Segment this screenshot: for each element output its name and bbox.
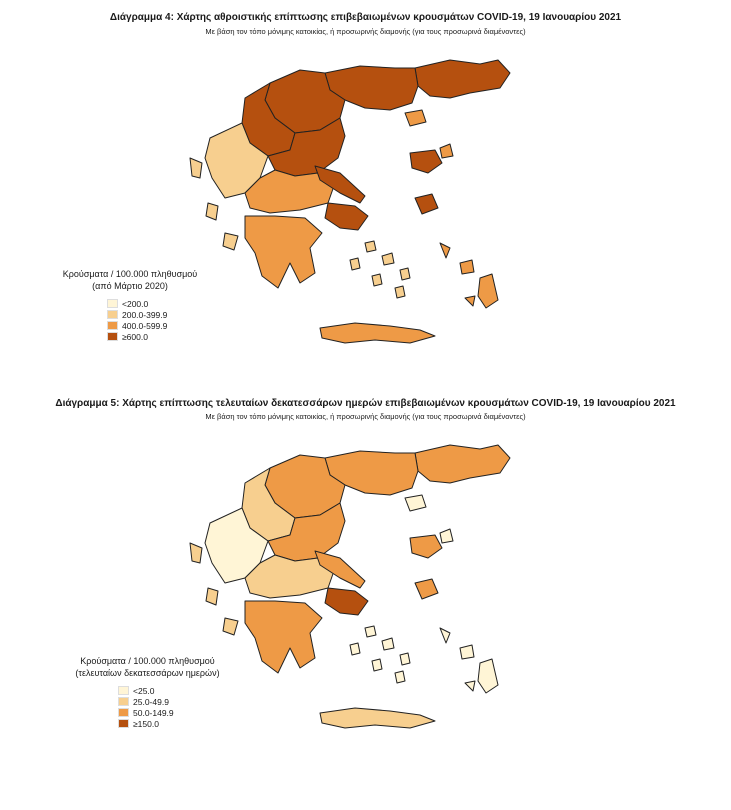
map1-legend-swatch bbox=[107, 332, 118, 341]
map2-legend-title-line1: Κρούσματα / 100.000 πληθυσμού bbox=[80, 656, 215, 666]
map1-legend-title-line1: Κρούσματα / 100.000 πληθυσμού bbox=[62, 269, 198, 279]
region-cyclades bbox=[350, 241, 410, 298]
map1-subtitle: Με βάση τον τόπο μόνιμης κατοικίας, ή προσωρινής διαμονής (για τους προσωρινά διαμένοντες) bbox=[205, 27, 526, 36]
region-dodecanese bbox=[440, 628, 498, 693]
map1-legend-label: <200.0 bbox=[122, 298, 149, 309]
map1-legend-swatch bbox=[107, 310, 118, 319]
map1-legend-swatch bbox=[107, 299, 118, 308]
map2-legend-swatch bbox=[118, 719, 129, 728]
region-lesvos bbox=[410, 150, 442, 214]
map2-legend-label: <25.0 bbox=[133, 685, 155, 696]
map2-legend-label: ≥150.0 bbox=[133, 718, 159, 729]
map1-legend-item bbox=[107, 320, 205, 331]
map2-legend-item bbox=[118, 685, 235, 696]
map2-title: Διάγραμμα 5: Χάρτης επίπτωσης τελευταίων δεκατεσσάρων ημερών επιβεβαιωμένων κρουσμάτων COVID-19, 19 Ιανουαρίου 2021 bbox=[55, 398, 676, 409]
region-thrace bbox=[415, 445, 510, 483]
map2-legend-swatch bbox=[118, 708, 129, 717]
map2-legend-item bbox=[118, 696, 235, 707]
region-crete bbox=[320, 708, 435, 728]
map1-legend-label: ≥600.0 bbox=[122, 331, 148, 342]
map2-legend-swatch bbox=[118, 697, 129, 706]
map1-title: Διάγραμμα 4: Χάρτης αθροιστικής επίπτωσης επιβεβαιωμένων κρουσμάτων COVID-19, 19 Ιανουαρίου 2021 bbox=[109, 12, 622, 23]
map1-legend-label: 200.0-399.9 bbox=[122, 309, 168, 320]
map1-legend-item bbox=[107, 309, 205, 320]
choropleth-map-1 bbox=[150, 38, 530, 358]
map1-legend-label: 400.0-599.9 bbox=[122, 320, 168, 331]
map1-legend-item bbox=[107, 331, 205, 342]
map2-legend-swatch bbox=[118, 686, 129, 695]
map2-subtitle: Με βάση τον τόπο μόνιμης κατοικίας, ή προσωρινής διαμονής (για τους προσωρινά διαμένοντες) bbox=[205, 412, 526, 421]
map1-legend-title-line2: (από Μάρτιο 2020) bbox=[92, 281, 168, 291]
map2-legend-item bbox=[118, 707, 235, 718]
map1-legend bbox=[55, 268, 205, 342]
region-attica bbox=[325, 588, 368, 615]
map2-legend-label: 25.0-49.9 bbox=[133, 696, 169, 707]
map2-legend-item bbox=[118, 718, 235, 729]
region-cyclades bbox=[350, 626, 410, 683]
region-dodecanese bbox=[440, 243, 498, 308]
map2-legend-label: 50.0-149.9 bbox=[133, 707, 174, 718]
map2-legend-title-line2: (τελευταίων δεκατεσσάρων ημερών) bbox=[75, 668, 220, 678]
map2-legend bbox=[60, 655, 235, 729]
region-lesvos bbox=[410, 535, 442, 599]
region-crete bbox=[320, 323, 435, 343]
region-thrace bbox=[415, 60, 510, 98]
map1-legend-item bbox=[107, 298, 205, 309]
map1-legend-swatch bbox=[107, 321, 118, 330]
region-peloponnese bbox=[245, 216, 322, 288]
region-peloponnese bbox=[245, 601, 322, 673]
region-attica bbox=[325, 203, 368, 230]
